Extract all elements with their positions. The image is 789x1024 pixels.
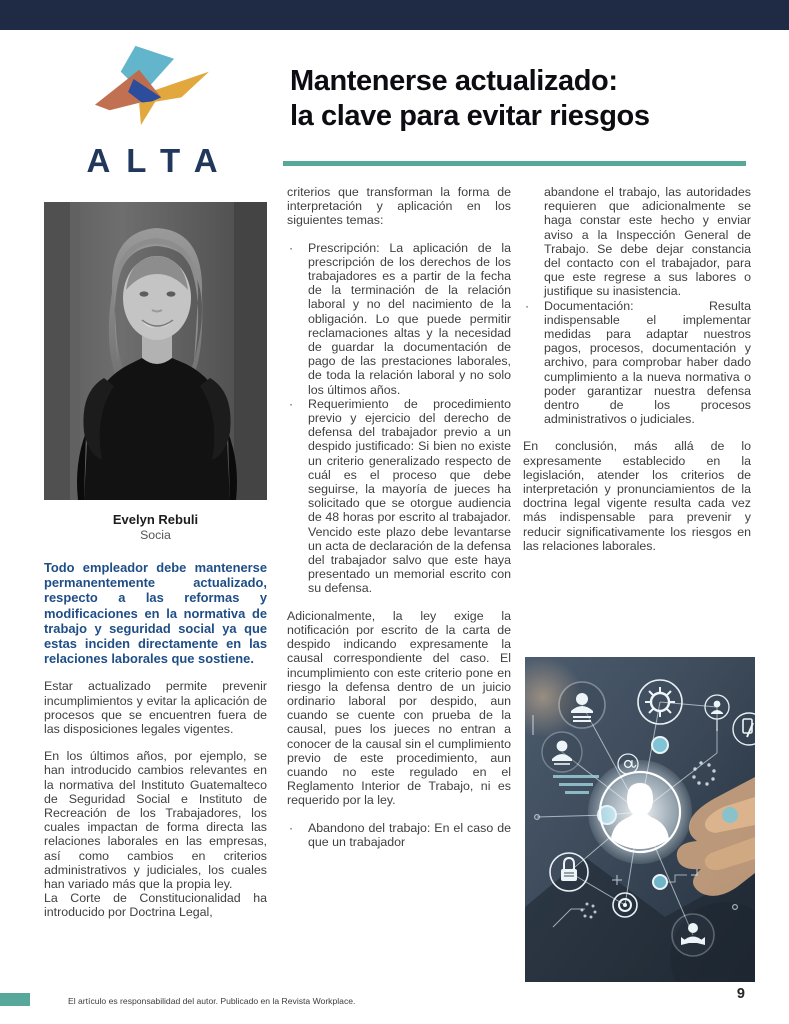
person-profile-icon xyxy=(542,732,582,772)
bullet-marker: · xyxy=(289,240,294,255)
footer-disclaimer: El artículo es responsabilidad del autor. Publicado en la Revista Workplace. xyxy=(68,996,356,1006)
bullet-item-requerimiento xyxy=(287,397,511,596)
hr-network-photo xyxy=(525,657,755,982)
bullet-text: Prescripción: La aplicación de la prescripción de los derechos de los trabajadores es a partir de la fecha de la terminación de la relación laboral y no del nacimiento de la obligación. Lo que puede permitir reclamaciones altas y la necesidad de guardar la documentación de pago de las prestaciones laborales, de toda la relación laboral y no solo los últimos años. xyxy=(308,240,511,397)
author-name: Evelyn Rebuli xyxy=(112,512,199,527)
author-caption xyxy=(44,512,267,543)
person-team-icon xyxy=(672,914,714,956)
bullet-item-documentacion xyxy=(523,299,751,427)
title-underline-rule xyxy=(283,161,746,166)
article-title xyxy=(290,64,760,134)
central-person-icon xyxy=(588,760,692,864)
footer-accent-tab xyxy=(0,993,30,1006)
bullet-text: Requerimiento de procedimiento previo y ejercicio del derecho de defensa del trabajador previo a un despido justificado: Si bien no existe un criterio generalizado respecto de cuál es el proceso que debe seguirse, la mayoría de jueces ha solicitado que se otorgue audiencia de 48 horas por escrito al trabajador. Vencido este plazo debe levantarse un acta de declaración de la defensa del trabajador salvo que este haya presentado un memorial escrito con su defensa. xyxy=(308,396,511,596)
alta-wordmark: ALTA xyxy=(86,142,234,179)
paragraph: Adicionalmente, la ley exige la notificación por escrito de la carta de despido indicando expresamente la causal correspondiente del caso. El incumplimiento con este criterio pone en riesgo la defensa dentro de un juicio ordinario laboral por despido, aun cuando se cuente con prueba de la causal, pues los jueces no entran a conocer de la causal sin el cumplimiento previo de este procedimiento, aun cuando no este regulado en el Reglamento Interior de Trabajo, ni es requerido por la ley. xyxy=(287,608,511,808)
bullet-marker: · xyxy=(289,820,294,835)
alta-bird-logo-icon xyxy=(87,44,217,136)
paragraph: criterios que transforman la forma de interpretación y aplicación en los siguientes temas: xyxy=(287,185,511,228)
author-portrait-photo xyxy=(44,202,267,500)
bullet-text: Documentación: Resulta indispensable el implementar medidas para adaptar nuestros pagos, procesos, documentación y archivo, para comprobar haber dado cumplimiento a la nueva normativa o poder garantizar nuestra defensa dentro de los procesos administrativos o judiciales. xyxy=(544,298,751,427)
paragraph: En los últimos años, por ejemplo, se han introducido cambios relevantes en la normativa del Instituto Guatemalteco de Seguridad Social e Instituto de Recreación de los Trabajadores, los cuales impactan de forma directa las relaciones laborales en las empresas, así como cambios en criterios administrativos y judiciales, los cuales han variado más que la propia ley. xyxy=(44,749,267,892)
lead-paragraph: Todo empleador debe mantenerse permanentemente actualizado, respecto a las reformas y modificaciones en la normativa de trabajo y seguridad social ya que estas inciden directamente en las relaciones laborales que sostiene. xyxy=(44,560,267,667)
bullet-marker: · xyxy=(525,298,530,313)
paragraph: La Corte de Constitucionalidad ha introducido por Doctrina Legal, xyxy=(44,891,267,920)
bullet-item-abandono xyxy=(287,821,511,849)
paragraph: Estar actualizado permite prevenir incumplimientos y evitar la aplicación de procesos que se encuentren fuera de las disposiciones legales vigentes. xyxy=(44,679,267,737)
bullet-continuation-abandono: abandone el trabajo, las autoridades requieren que adicionalmente se haga constar este hecho y enviar aviso a la Inspección General de Trabajo. Se debe dejar constancia del contacto con el trabajador, para que este regrese a sus labores o justifique su inasistencia. xyxy=(544,185,751,299)
column-2 xyxy=(287,185,511,985)
article-title-line2: la clave para evitar riesgos xyxy=(290,100,650,132)
bullet-text: Abandono del trabajo: En el caso de que un trabajador xyxy=(308,820,511,849)
bullet-item-prescripcion xyxy=(287,241,511,397)
alta-logo xyxy=(62,44,242,179)
article-title-line1: Mantenerse actualizado: xyxy=(290,65,618,97)
person-profile-icon xyxy=(559,682,605,728)
bullet-marker: · xyxy=(289,396,294,411)
top-navy-bar xyxy=(0,0,789,30)
page-number: 9 xyxy=(736,986,745,1002)
column-1 xyxy=(44,202,267,933)
author-role: Socia xyxy=(140,528,171,542)
conclusion-paragraph: En conclusión, más allá de lo expresamente establecido en la legislación, atender los criterios de interpretación y pronunciamientos de la doctrina legal vigente resulta cada vez más indispensable para prevenir y reducir significativamente los riesgos en las relaciones laborales. xyxy=(523,439,751,553)
